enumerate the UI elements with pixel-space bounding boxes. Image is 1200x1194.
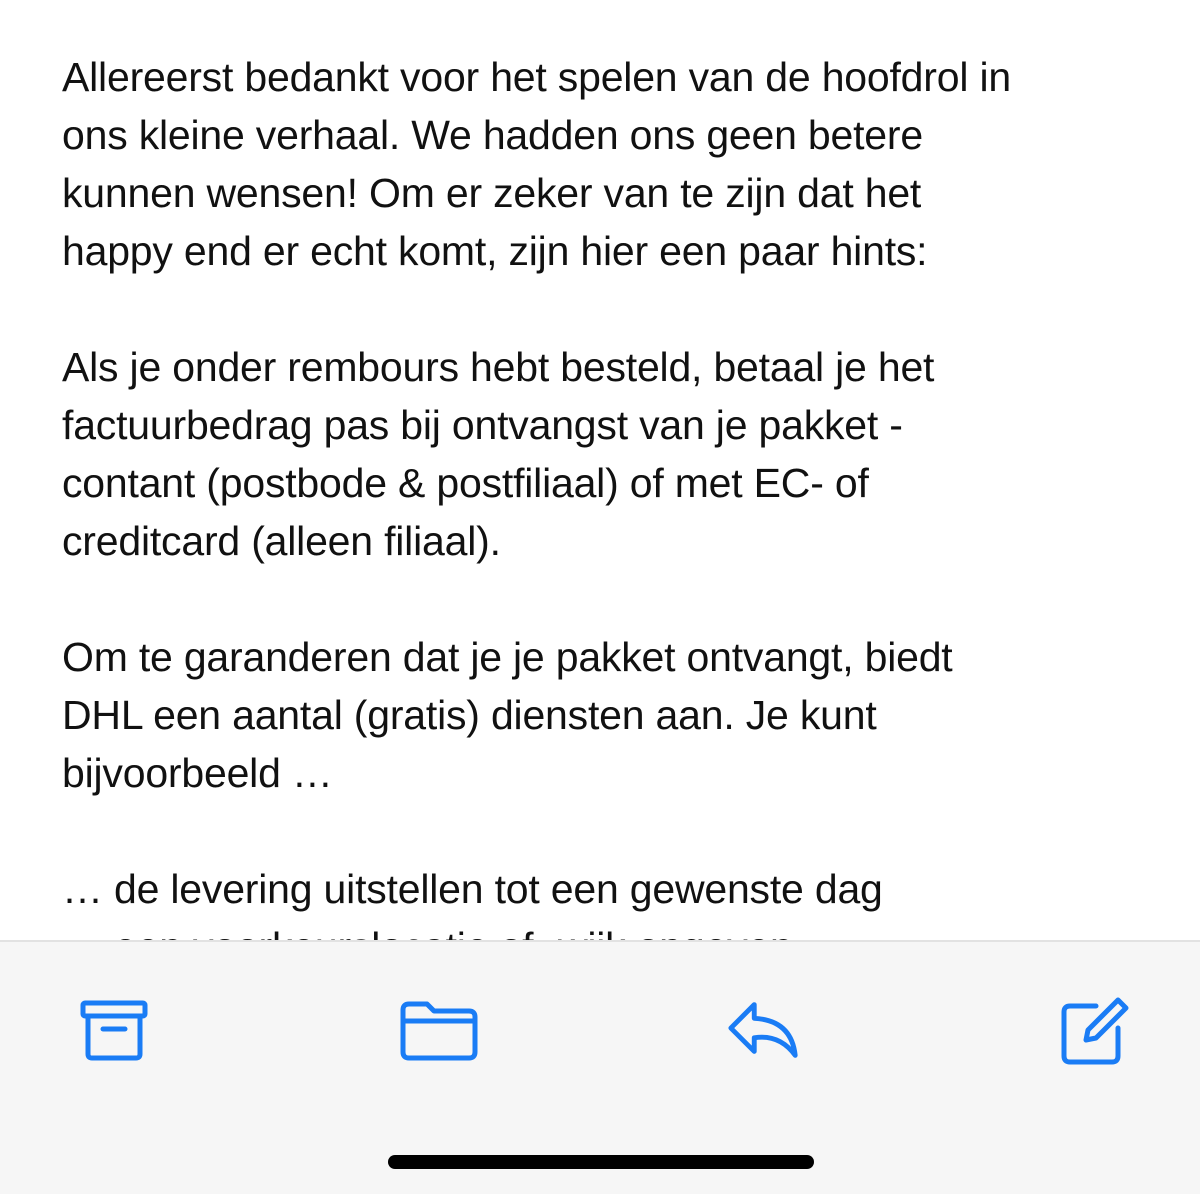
paragraph-spacer — [62, 570, 1162, 628]
message-line: Om te garanderen dat je je pakket ontvangt, biedt — [62, 634, 953, 680]
home-indicator[interactable] — [388, 1155, 814, 1169]
folder-icon — [399, 994, 479, 1066]
message-line: Allereerst bedankt voor het spelen van de hoofdrol in — [62, 54, 1011, 100]
paragraph-spacer — [62, 802, 1162, 860]
message-line: creditcard (alleen filiaal). — [62, 518, 501, 564]
message-line: DHL een aantal (gratis) diensten aan. Je kunt — [62, 692, 877, 738]
paragraph-spacer — [62, 280, 1162, 338]
reply-button[interactable] — [724, 990, 804, 1070]
move-to-folder-button[interactable] — [398, 990, 480, 1070]
message-line: happy end er echt komt, zijn hier een paar hints: — [62, 228, 928, 274]
message-line: bijvoorbeeld … — [62, 750, 333, 796]
compose-button[interactable] — [1052, 990, 1132, 1070]
message-body — [62, 48, 1162, 940]
compose-icon — [1056, 994, 1128, 1066]
message-line: ons kleine verhaal. We hadden ons geen betere — [62, 112, 923, 158]
message-line: … de levering uitstellen tot een gewenste dag — [62, 866, 883, 912]
message-line: kunnen wensen! Om er zeker van te zijn dat het — [62, 170, 922, 216]
message-line: Als je onder rembours hebt besteld, betaal je het — [62, 344, 935, 390]
reply-icon — [725, 994, 803, 1066]
archive-button[interactable] — [74, 990, 154, 1070]
archive-icon — [78, 994, 150, 1066]
message-line: contant (postbode & postfiliaal) of met EC- of — [62, 460, 869, 506]
bottom-toolbar — [0, 940, 1200, 1194]
message-line: factuurbedrag pas bij ontvangst van je pakket - — [62, 402, 903, 448]
